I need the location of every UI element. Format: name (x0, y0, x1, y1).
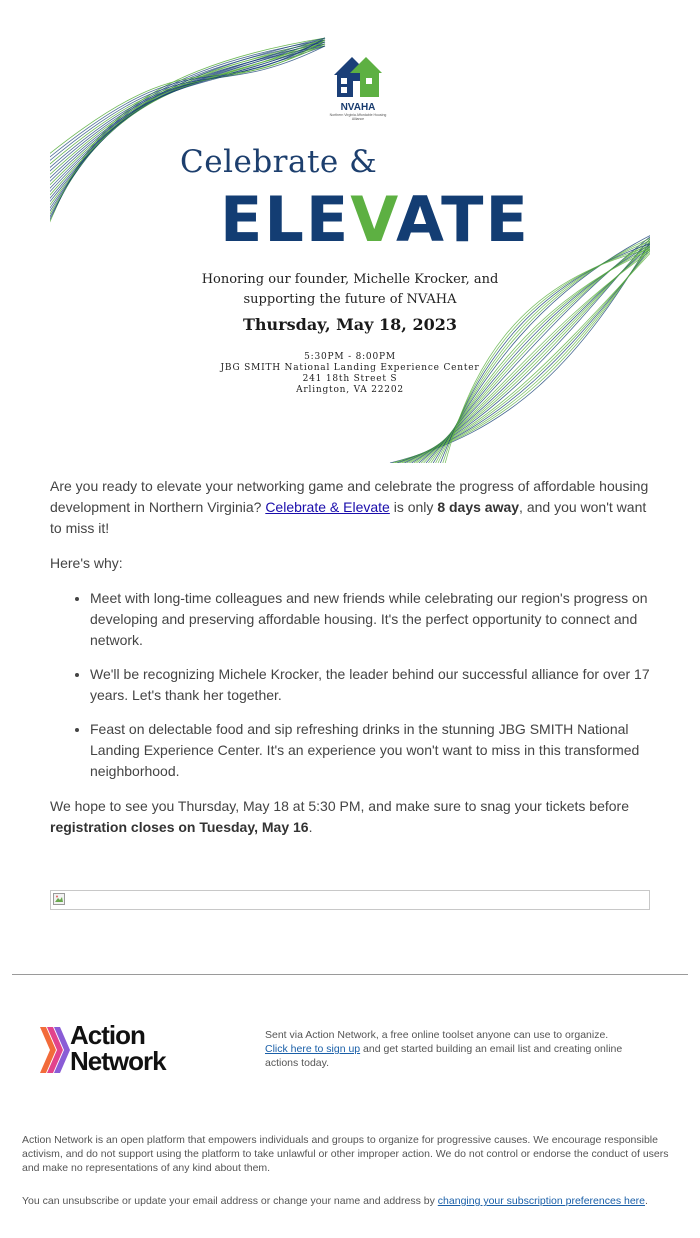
honoring-text (200, 270, 500, 310)
closing-text: We hope to see you Thursday, May 18 at 5:30 PM, and make sure to snag your tickets before (50, 798, 629, 814)
closing-text-end: . (308, 819, 313, 835)
footer-divider (12, 974, 688, 975)
elevate-part2: ATE (396, 183, 530, 256)
logo-name: NVAHA (340, 102, 376, 113)
intro-text-2: is only (389, 499, 438, 515)
event-banner (50, 33, 650, 463)
elevate-v-arrow: V (350, 183, 396, 256)
event-details (200, 352, 500, 396)
unsubscribe-end: . (645, 1195, 648, 1207)
platform-disclaimer: Action Network is an open platform that empowers individuals and groups to organize for progressive causes. We encourage responsible activism, and do not support using the platform to take unlawful or other improper action. We do not control or endorse the conduct of users and make no representations of any kind about them. (22, 1134, 669, 1174)
signup-link[interactable]: Click here to sign up (265, 1043, 361, 1055)
elevate-wordmark (220, 185, 530, 255)
event-venue: JBG SMITH National Landing Experience Center (220, 363, 480, 373)
action-network-wordmark (70, 1022, 166, 1074)
honoring-line-1: Honoring our founder, Michelle Krocker, and (201, 272, 499, 287)
sent-via-text (265, 1028, 635, 1070)
nvaha-logo (328, 51, 388, 121)
event-time: 5:30PM - 8:00PM (304, 352, 396, 362)
list-item: • Feast on delectable food and sip refreshing drinks in the stunning JBG SMITH National Landing Experience Center. It's an experience you won't want to miss in this transformed neighborhood. (90, 719, 650, 782)
registration-deadline: registration closes on Tuesday, May 16 (50, 819, 309, 835)
logo-tagline: Northern Virginia Affordable Housing Alliance (329, 113, 387, 121)
house-icon (330, 51, 386, 99)
intro-paragraph (50, 476, 650, 539)
elevate-part1: ELE (220, 183, 351, 256)
logo-line-2: Network (70, 1046, 166, 1076)
unsubscribe-line (22, 1194, 692, 1208)
list-item: • We'll be recognizing Michele Krocker, the leader behind our successful alliance for over 17 years. Let's thank her together. (90, 664, 650, 706)
honoring-line-2: supporting the future of NVAHA (243, 292, 457, 307)
unsubscribe-text: You can unsubscribe or update your email address or change your name and address by (22, 1195, 438, 1207)
closing-paragraph (50, 796, 650, 838)
reasons-list (50, 588, 650, 782)
action-network-chevrons-icon (38, 1025, 72, 1075)
broken-image-placeholder[interactable] (50, 890, 650, 910)
sent-via-line: Sent via Action Network, a free online toolset anyone can use to organize. (265, 1029, 609, 1041)
email-body (50, 476, 650, 852)
days-away: 8 days away (437, 499, 520, 515)
intro-text-3: , and you won't want to miss it! (50, 499, 647, 536)
signup-rest: and get started building an email list and creating online actions today. (265, 1043, 623, 1069)
event-street: 241 18th Street S (302, 374, 398, 384)
broken-image-icon (53, 893, 65, 905)
why-heading: Here's why: (50, 555, 123, 571)
celebrate-heading: Celebrate & (180, 144, 378, 180)
logo-line-1: Action (70, 1020, 145, 1050)
celebrate-elevate-link[interactable]: Celebrate & Elevate (265, 499, 390, 515)
intro-text: Are you ready to elevate your networking game and celebrate the progress of affordable housing development in Northern Virginia? (50, 478, 649, 515)
list-item: • Meet with long-time colleagues and new friends while celebrating our region's progress on developing and preserving affordable housing. It's the perfect opportunity to connect and network. (90, 588, 650, 651)
signup-line (265, 1042, 635, 1070)
subscription-preferences-link[interactable]: changing your subscription preferences here (437, 1195, 646, 1207)
event-city: Arlington, VA 22202 (296, 385, 404, 395)
event-date: Thursday, May 18, 2023 (243, 315, 457, 334)
